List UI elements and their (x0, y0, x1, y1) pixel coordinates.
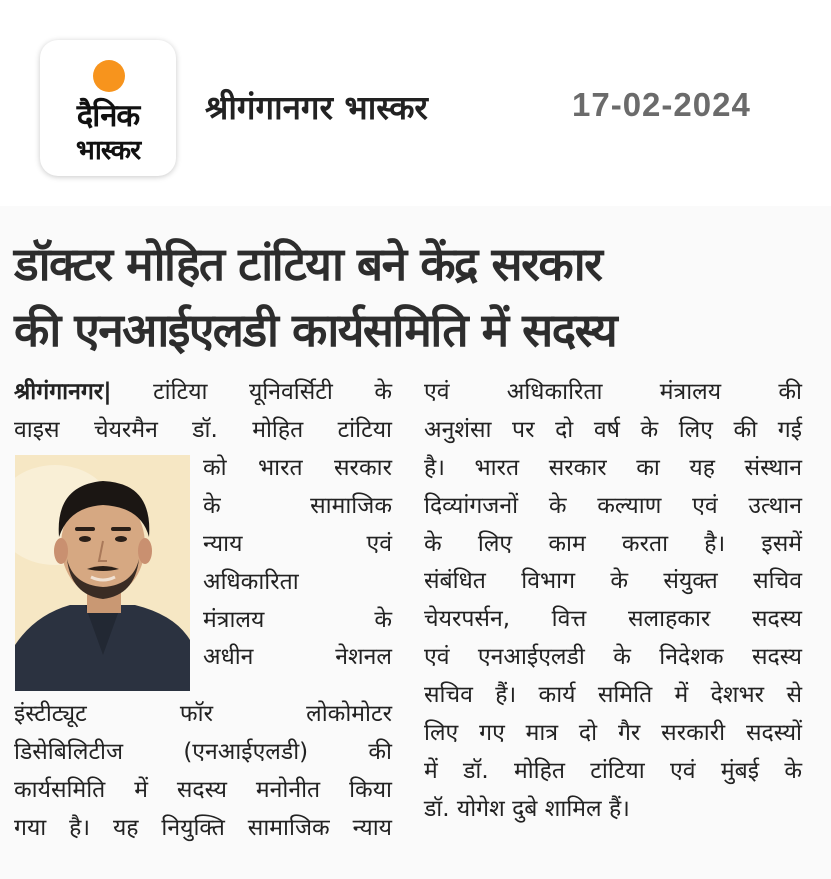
article-line: दिव्यांगजनों के कल्याण एवं उत्थान (424, 492, 802, 519)
article-line: न्याय एवं (203, 530, 392, 557)
dateline: श्रीगंगानगर| (14, 379, 112, 405)
article-line: अधिकारिता (203, 568, 299, 595)
article-right-column (424, 374, 802, 829)
logo-text-top: दैनिक (76, 98, 140, 134)
edition-name: श्रीगंगानगर भास्कर (205, 88, 428, 127)
person-photo (15, 455, 190, 691)
article-line: मंत्रालय के (203, 606, 392, 633)
article-line: के सामाजिक (203, 492, 392, 519)
newspaper-logo (40, 40, 176, 176)
article-line: श्रीगंगानगर| टांटिया यूनिवर्सिटी के (14, 379, 392, 405)
article-left-column-tail (14, 696, 392, 848)
article-line: के लिए काम करता है। इसमें (424, 530, 802, 557)
article-line: डिसेबिलिटीज (एनआईएलडी) की (14, 738, 392, 765)
article-wrap-text (203, 450, 392, 677)
article-line: है। भारत सरकार का यह संस्थान (424, 454, 802, 481)
article-line: सचिव हैं। कार्य समिति में देशभर से (424, 682, 802, 709)
article-line: डॉ. योगेश दुबे शामिल हैं। (424, 795, 630, 822)
article-line: एवं अधिकारिता मंत्रालय की (424, 379, 802, 405)
article-line: कार्यसमिति में सदस्य मनोनीत किया (14, 776, 392, 803)
article-line: को भारत सरकार (203, 455, 392, 481)
headline-line-2: की एनआईएलडी कार्यसमिति में सदस्य (14, 303, 617, 357)
article-line: एवं एनआईएलडी के निदेशक सदस्य (424, 644, 802, 671)
headline-line-1: डॉक्टर मोहित टांटिया बने केंद्र सरकार (14, 237, 602, 291)
article-line: लिए गए मात्र दो गैर सरकारी सदस्यों (424, 720, 802, 747)
article-line: संबंधित विभाग के संयुक्त सचिव (424, 568, 802, 595)
logo-text-bottom: भास्कर (75, 135, 141, 166)
article-line: वाइस चेयरमैन डॉ. मोहित टांटिया (14, 416, 392, 443)
article-line: अनुशंसा पर दो वर्ष के लिए की गई (424, 416, 802, 443)
article-left-column (14, 374, 392, 450)
sun-icon (93, 60, 125, 92)
edition-date: 17-02-2024 (572, 86, 751, 123)
article-line: इंस्टीट्यूट फॉर लोकोमोटर (14, 701, 392, 727)
article-line: में डॉ. मोहित टांटिया एवं मुंबई के (424, 757, 802, 784)
article-line: चेयरपर्सन, वित्त सलाहकार सदस्य (424, 606, 802, 633)
portrait-illustration (15, 455, 190, 691)
article-line: अधीन नेशनल (203, 644, 392, 671)
article-line: गया है। यह नियुक्ति सामाजिक न्याय (14, 814, 392, 841)
